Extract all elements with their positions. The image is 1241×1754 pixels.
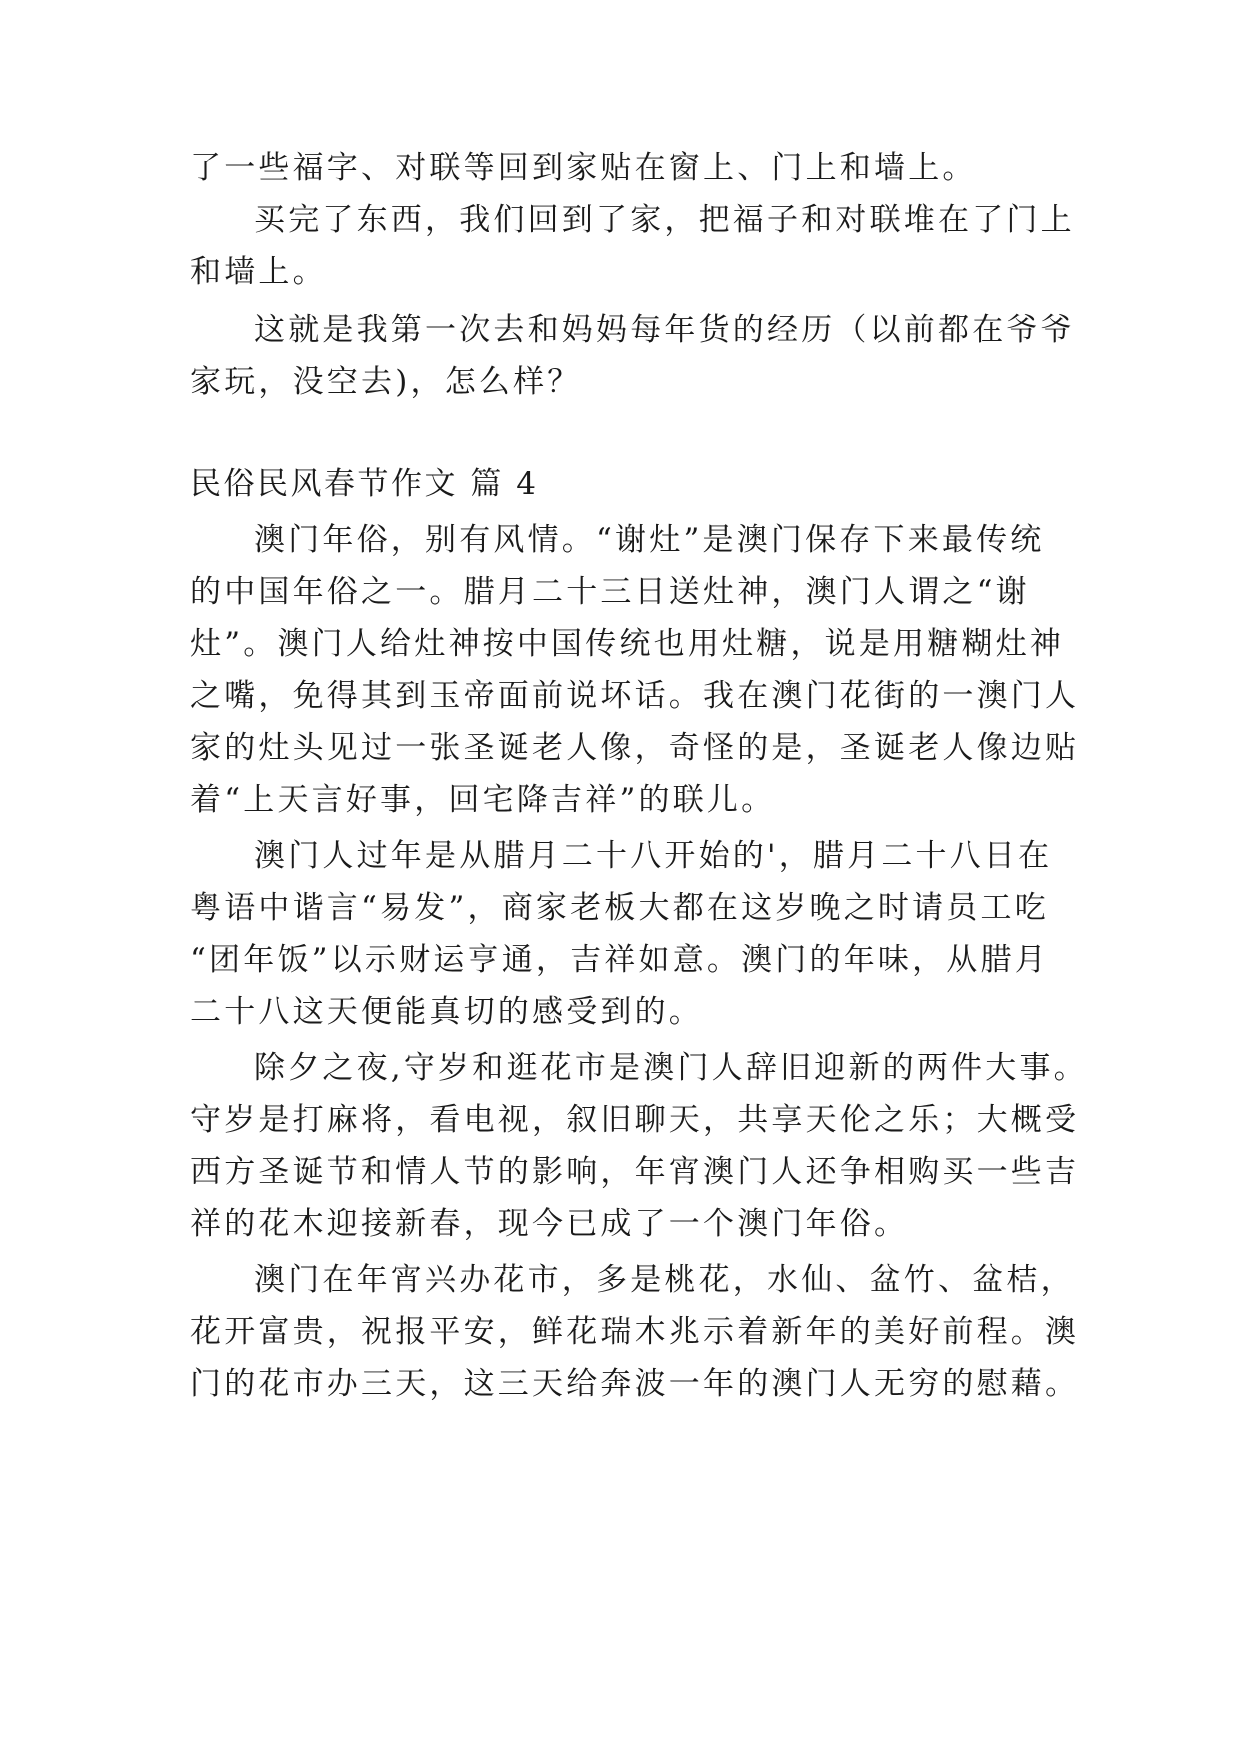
text-line: 守岁是打麻将，看电视，叙旧聊天，共享天伦之乐；大概受 — [190, 1102, 1080, 1138]
paragraph-start-line: 买完了东西，我们回到了家，把福子和对联堆在了门上 — [254, 202, 1075, 238]
text-line: 着“上天言好事，回宅降吉祥”的联儿。 — [190, 782, 776, 818]
paragraph-start-line: 澳门人过年是从腊月二十八开始的'，腊月二十八日在 — [254, 838, 1053, 874]
text-line: 之嘴，免得其到玉帝面前说坏话。我在澳门花街的一澳门人 — [190, 678, 1080, 714]
text-line: 灶”。澳门人给灶神按中国传统也用灶糖，说是用糖糊灶神 — [190, 626, 1065, 662]
text-line: 门的花市办三天，这三天给奔波一年的澳门人无穷的慰藉。 — [190, 1366, 1080, 1402]
section-heading: 民俗民风春节作文 篇 4 — [190, 466, 539, 502]
paragraph-start-line: 澳门在年宵兴办花市，多是桃花，水仙、盆竹、盆桔， — [254, 1262, 1075, 1298]
text-line: 了一些福字、对联等回到家贴在窗上、门上和墙上。 — [190, 150, 977, 186]
text-line: 粤语中谐言“易发”，商家老板大都在这岁晚之时请员工吃 — [190, 890, 1049, 926]
text-line: 家玩，没空去)，怎么样？ — [190, 364, 582, 400]
text-line: 家的灶头见过一张圣诞老人像，奇怪的是，圣诞老人像边贴 — [190, 730, 1080, 766]
paragraph-start-line: 这就是我第一次去和妈妈每年货的经历（以前都在爷爷 — [254, 312, 1075, 348]
text-line: 和墙上。 — [190, 254, 327, 290]
text-line: 二十八这天便能真切的感受到的。 — [190, 994, 703, 1030]
text-line: “团年饭”以示财运亨通，吉祥如意。澳门的年味，从腊月 — [190, 942, 1049, 978]
text-line: 花开富贵，祝报平安，鲜花瑞木兆示着新年的美好前程。澳 — [190, 1314, 1080, 1350]
paragraph-start-line: 澳门年俗，别有风情。“谢灶”是澳门保存下来最传统 — [254, 522, 1045, 558]
paragraph-start-line: 除夕之夜,守岁和逛花市是澳门人辞旧迎新的两件大事。 — [254, 1050, 1088, 1086]
text-line: 西方圣诞节和情人节的影响，年宵澳门人还争相购买一些吉 — [190, 1154, 1080, 1190]
text-line: 的中国年俗之一。腊月二十三日送灶神，澳门人谓之“谢 — [190, 574, 1030, 610]
text-line: 祥的花木迎接新春，现今已成了一个澳门年俗。 — [190, 1206, 909, 1242]
